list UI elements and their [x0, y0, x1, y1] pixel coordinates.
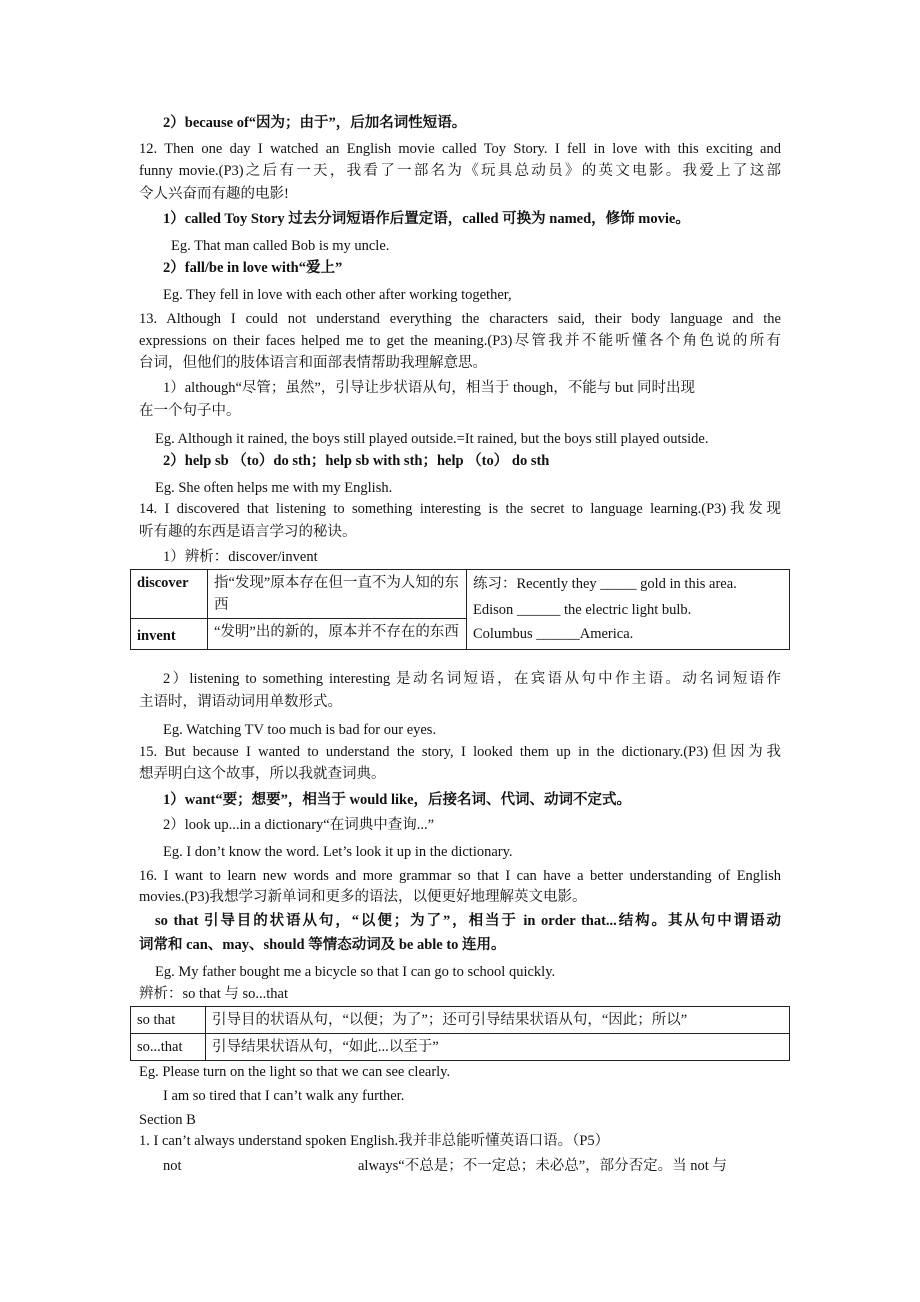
- note-although-line-1: 1）although“尽管；虽然”，引导让步状语从句，相当于 though，不能与 but 同时出现: [163, 380, 696, 396]
- note-gerund-line-2: 主语时，谓语动词用单数形式。: [139, 694, 342, 710]
- invent-definition-cell: “发明”出的新的，原本并不存在的东西: [208, 619, 467, 650]
- example-so-tired: I am so tired that I can’t walk any further.: [163, 1088, 405, 1104]
- example-so-that: Eg. My father bought me a bicycle so that I can go to school quickly.: [155, 964, 556, 980]
- example-turn-on-light: Eg. Please turn on the light so that we can see clearly.: [139, 1064, 451, 1080]
- discover-term-cell: discover: [131, 570, 208, 619]
- example-gerund: Eg. Watching TV too much is bad for our eyes.: [163, 722, 437, 738]
- invent-term-cell: invent: [131, 619, 208, 650]
- practice-cell: [467, 570, 790, 650]
- note-not-always-start: not: [163, 1158, 182, 1174]
- sentence-12-line-2: funny movie.(P3)之后有一天，我看了一部名为《玩具总动员》的英文电影。我爱上了这部: [139, 163, 781, 179]
- section-b-sentence-1: 1. I can’t always understand spoken English.我并非总能听懂英语口语。（P5）: [139, 1133, 610, 1149]
- sentence-16-line-2: movies.(P3)我想学习新单词和更多的语法，以便更好地理解英文电影。: [139, 889, 587, 905]
- example-called: Eg. That man called Bob is my uncle.: [171, 238, 390, 254]
- so-that-result-term-cell: so...that: [131, 1034, 206, 1061]
- note-so-that-line-2: 词常和 can、may、should 等情态动词及 be able to 连用。: [139, 937, 506, 953]
- sentence-12-line-3: 令人兴奋而有趣的电影!: [139, 186, 289, 202]
- example-look-up: Eg. I don’t know the word. Let’s look it up in the dictionary.: [163, 844, 513, 860]
- sentence-15-line-1: 15. But because I wanted to understand the story, I looked them up in the dictionary.(P3)但因为我: [139, 744, 781, 760]
- so-that-table: [130, 1006, 790, 1061]
- example-although: Eg. Although it rained, the boys still played outside.=It rained, but the boys still played outside.: [155, 431, 709, 447]
- so-that-term-cell: so that: [131, 1007, 206, 1034]
- note-look-up: 2）look up...in a dictionary“在词典中查询...”: [163, 817, 435, 833]
- so-that-definition-cell: 引导目的状语从句，“以便；为了”；还可引导结果状语从句，“因此；所以”: [206, 1007, 790, 1034]
- sentence-13-line-2: expressions on their faces helped me to get the meaning.(P3)尽管我并不能听懂各个角色说的所有: [139, 333, 781, 349]
- sentence-15-line-2: 想弄明白这个故事，所以我就查词典。: [139, 766, 386, 782]
- practice-line-1: 练习：Recently they _____ gold in this area.: [473, 576, 737, 592]
- note-help: 2）help sb （to）do sth；help sb with sth；help （to） do sth: [163, 453, 550, 469]
- discover-invent-table: [130, 569, 790, 650]
- note-fall-in-love: 2）fall/be in love with“爱上”: [163, 260, 343, 276]
- sentence-14-line-2: 听有趣的东西是语言学习的秘诀。: [139, 524, 357, 540]
- practice-line-3: Columbus ______America.: [473, 626, 634, 642]
- note-because-of: 2）because of“因为；由于”，后加名词性短语。: [163, 115, 467, 131]
- example-fall-in-love: Eg. They fell in love with each other after working together,: [163, 287, 512, 303]
- sentence-16-line-1: 16. I want to learn new words and more grammar so that I can have a better understanding of English: [139, 868, 781, 884]
- discover-definition-cell: 指“发现”原本存在但一直不为人知的东西: [208, 570, 467, 619]
- note-not-always-rest: always“不总是；不一定总；未必总”，部分否定。当 not 与: [358, 1158, 727, 1174]
- note-so-that-line-1: so that 引导目的状语从句，“以便；为了”，相当于 in order that...结构。其从句中谓语动: [155, 913, 781, 929]
- example-help: Eg. She often helps me with my English.: [155, 480, 393, 496]
- sentence-13-line-3: 台词，但他们的肢体语言和面部表情帮助我理解意思。: [139, 355, 487, 371]
- practice-line-2: Edison ______ the electric light bulb.: [473, 602, 692, 618]
- sentence-14-line-1: 14. I discovered that listening to something interesting is the secret to language learning.(P3)我发现: [139, 501, 781, 517]
- section-b-heading: Section B: [139, 1112, 196, 1128]
- sentence-13-line-1: 13. Although I could not understand everything the characters said, their body language and the: [139, 311, 781, 327]
- note-want: 1）want“要；想要”，相当于 would like，后接名词、代词、动词不定式。: [163, 792, 632, 808]
- sentence-12-line-1: 12. Then one day I watched an English movie called Toy Story. I fell in love with this exciting and: [139, 141, 781, 157]
- note-although-line-2: 在一个句子中。: [139, 403, 241, 419]
- note-gerund-line-1: 2）listening to something interesting 是动名词短语，在宾语从句中作主语。动名词短语作: [163, 671, 781, 687]
- note-discover-invent: 1）辨析：discover/invent: [163, 549, 318, 565]
- note-so-that-compare: 辨析：so that 与 so...that: [139, 986, 289, 1002]
- so-that-result-definition-cell: 引导结果状语从句，“如此...以至于”: [206, 1034, 790, 1061]
- note-called: 1）called Toy Story 过去分词短语作后置定语，called 可换为 named，修饰 movie。: [163, 211, 690, 227]
